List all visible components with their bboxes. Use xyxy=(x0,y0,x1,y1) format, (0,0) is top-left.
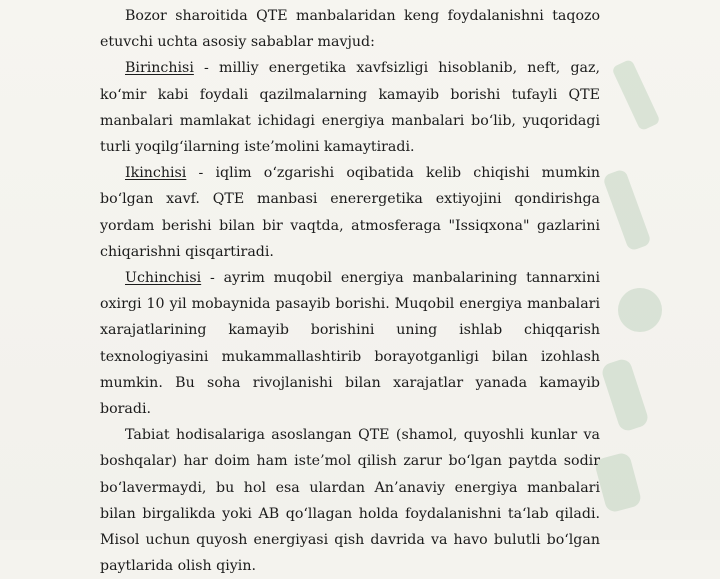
paragraph-second xyxy=(100,160,600,265)
paragraph-first xyxy=(100,55,600,160)
intro-paragraph: Bozor sharoitida QTE manbalaridan keng foydalanishni taqozo etuvchi uchta asosiy sabablar mavjud: xyxy=(100,8,600,51)
paragraph-third-text: - ayrim muqobil energiya manbalarining tannarxini oxirgi 10 yil mobaynida pasayib borishi. Muqobil energiya manbalari xarajatlarining kamayib borishini uning ishlab chiqqarish texnologiyasini mukammallashtirib borayotganligi bilan izohlash mumkin. Bu soha rivojlanishi bilan xarajatlar yanada kamayib boradi. xyxy=(100,270,600,418)
lead-first: Birinchisi xyxy=(125,60,194,77)
paragraph-first-text: - milliy energetika xavfsizligi hisoblanib, neft, gaz, ko‘mir kabi foydali qazilmalarning kamayib borishi tufayli QTE manbalari mamlakat ichidagi energiya manbalari bo‘lib, yuqoridagi turli yoqilg‘ilarning iste’molini kamaytiradi. xyxy=(100,60,600,156)
paragraph-third xyxy=(100,265,600,422)
lead-second: Ikinchisi xyxy=(125,165,187,182)
document-body xyxy=(100,3,600,579)
paragraph-fourth: Tabiat hodisalariga asoslangan QTE (shamol, quyoshli kunlar va boshqalar) har doim ham iste’mol qilish zarur bo‘lgan paytda sodir bo‘lavermaydi, bu hol esa ulardan An’anaviy energiya manbalari bilan birgalikda yoki AB qo‘llagan holda foydalanishni ta‘lab qiladi. Misol uchun quyosh energiyasi qish davrida va havo bulutli bo‘lgan paytlarida olish qiyin. xyxy=(100,427,600,575)
paragraph-second-text: - iqlim o‘zgarishi oqibatida kelib chiqishi mumkin bo‘lgan xavf. QTE manbasi enerergetika extiyojini qondirishga yordam berishi bilan bir vaqtda, atmosferaga "Issiqxona" gazlarini chiqarishni qisqartiradi. xyxy=(100,165,600,260)
lead-third: Uchinchisi xyxy=(125,270,202,287)
